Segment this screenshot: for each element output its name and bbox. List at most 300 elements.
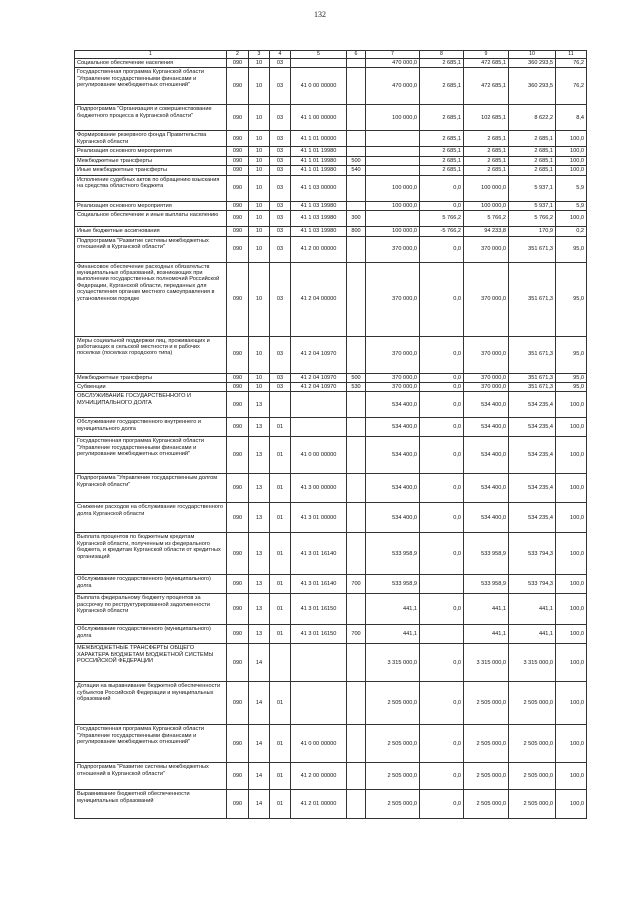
table-row [75, 68, 587, 105]
cell-percent: 100,0 [556, 147, 587, 156]
cell-plan [366, 156, 420, 165]
cell-csr: 41 3 01 16150 [291, 594, 347, 625]
cell-change: 2 685,1 [420, 105, 464, 131]
cell-vr [347, 594, 366, 625]
cell-rz: 10 [249, 227, 270, 236]
cell-rz: 14 [249, 725, 270, 763]
cell-change: 2 685,1 [420, 156, 464, 165]
cell-rz: 13 [249, 533, 270, 575]
cell-vr [347, 68, 366, 105]
table-row [75, 105, 587, 131]
cell-gr: 090 [227, 625, 249, 644]
cell-percent: 76,2 [556, 68, 587, 105]
column-number: 10 [509, 51, 556, 59]
cell-rz: 10 [249, 147, 270, 156]
cell-executed: 2 685,1 [509, 166, 556, 175]
cell-executed: 534 235,4 [509, 503, 556, 533]
cell-name: Подпрограмма "Организация и совершенствование бюджетного процесса в Курганской области" [75, 105, 227, 131]
cell-executed: 360 293,5 [509, 68, 556, 105]
cell-executed: 2 505 000,0 [509, 725, 556, 763]
cell-csr: 41 1 03 19980 [291, 227, 347, 236]
cell-percent: 100,0 [556, 790, 587, 819]
cell-name: Государственная программа Курганской области "Управление государственными финансами и регулирование межбюджетных отношений" [75, 68, 227, 105]
cell-csr: 41 1 03 00000 [291, 175, 347, 201]
cell-executed: 2 685,1 [509, 156, 556, 165]
cell-percent: 100,0 [556, 503, 587, 533]
cell-rz: 10 [249, 166, 270, 175]
cell-change: 0,0 [420, 503, 464, 533]
cell-name: Иные бюджетные ассигнования [75, 227, 227, 236]
table-row [75, 418, 587, 437]
table-row [75, 474, 587, 503]
cell-plan: 3 315 000,0 [366, 644, 420, 682]
cell-gr: 090 [227, 166, 249, 175]
cell-vr [347, 236, 366, 262]
table-row [75, 725, 587, 763]
cell-csr [291, 59, 347, 68]
cell-executed: 360 293,5 [509, 59, 556, 68]
cell-pr: 01 [270, 682, 291, 725]
cell-refined: 534 400,0 [464, 437, 509, 474]
cell-refined: 472 685,1 [464, 68, 509, 105]
cell-gr: 090 [227, 156, 249, 165]
cell-executed: 441,1 [509, 625, 556, 644]
cell-gr: 090 [227, 105, 249, 131]
cell-rz: 10 [249, 131, 270, 147]
cell-change: 0,0 [420, 418, 464, 437]
cell-gr: 090 [227, 392, 249, 418]
cell-csr: 41 1 01 00000 [291, 131, 347, 147]
cell-executed: 2 505 000,0 [509, 682, 556, 725]
cell-csr: 41 0 00 00000 [291, 725, 347, 763]
cell-percent: 100,0 [556, 644, 587, 682]
cell-change: 2 685,1 [420, 131, 464, 147]
cell-gr: 090 [227, 201, 249, 210]
column-number: 8 [420, 51, 464, 59]
table-row [75, 131, 587, 147]
cell-plan: 370 000,0 [366, 236, 420, 262]
cell-plan: 2 505 000,0 [366, 763, 420, 790]
table-row [75, 594, 587, 625]
cell-refined: 441,1 [464, 625, 509, 644]
cell-pr: 03 [270, 262, 291, 336]
cell-name: Социальное обеспечение населения [75, 59, 227, 68]
cell-refined: 533 958,9 [464, 533, 509, 575]
cell-change: 0,0 [420, 474, 464, 503]
cell-change: 0,0 [420, 336, 464, 373]
cell-gr: 090 [227, 236, 249, 262]
cell-executed: 351 671,3 [509, 336, 556, 373]
cell-name: Финансовое обеспечение расходных обязательств муниципальных образований, возникающих при выполнении государственных полномочий Российской Федерации, Курганской области, переданных для осуществления органам местного самоуправления в установленном порядке [75, 262, 227, 336]
cell-vr [347, 682, 366, 725]
cell-vr [347, 418, 366, 437]
column-number: 1 [75, 51, 227, 59]
cell-name: Социальное обеспечение и иные выплаты населению [75, 211, 227, 227]
cell-refined: 2 685,1 [464, 166, 509, 175]
table-row [75, 236, 587, 262]
cell-plan: 534 400,0 [366, 474, 420, 503]
cell-plan: 100 000,0 [366, 105, 420, 131]
cell-percent: 100,0 [556, 682, 587, 725]
cell-refined: 2 685,1 [464, 147, 509, 156]
column-number: 9 [464, 51, 509, 59]
cell-pr: 01 [270, 625, 291, 644]
cell-refined: 472 685,1 [464, 59, 509, 68]
cell-rz: 10 [249, 382, 270, 391]
cell-plan: 2 505 000,0 [366, 790, 420, 819]
table-row [75, 201, 587, 210]
cell-name: Меры социальной поддержки лиц, проживающих и работающих в сельской местности и в рабочих поселках (поселках городского типа) [75, 336, 227, 373]
cell-csr: 41 2 04 10970 [291, 336, 347, 373]
cell-percent: 100,0 [556, 533, 587, 575]
column-number: 4 [270, 51, 291, 59]
table-row [75, 503, 587, 533]
cell-change: -5 766,2 [420, 227, 464, 236]
cell-pr: 03 [270, 336, 291, 373]
cell-rz: 10 [249, 175, 270, 201]
cell-vr [347, 790, 366, 819]
cell-gr: 090 [227, 503, 249, 533]
cell-name: Обслуживание государственного (муниципального) долга [75, 625, 227, 644]
cell-pr: 03 [270, 227, 291, 236]
cell-csr: 41 2 00 00000 [291, 236, 347, 262]
cell-vr: 700 [347, 625, 366, 644]
cell-name: Межбюджетные трансферты [75, 156, 227, 165]
cell-name: Выравнивание бюджетной обеспеченности муниципальных образований [75, 790, 227, 819]
table-row [75, 227, 587, 236]
cell-vr [347, 147, 366, 156]
cell-plan: 533 958,9 [366, 533, 420, 575]
budget-table-body [75, 51, 587, 819]
cell-csr: 41 2 00 00000 [291, 763, 347, 790]
cell-vr [347, 644, 366, 682]
table-row [75, 175, 587, 201]
cell-executed: 534 235,4 [509, 474, 556, 503]
cell-executed: 2 505 000,0 [509, 763, 556, 790]
cell-executed: 8 622,2 [509, 105, 556, 131]
cell-rz: 10 [249, 156, 270, 165]
table-row [75, 392, 587, 418]
cell-change: 0,0 [420, 373, 464, 382]
cell-plan: 441,1 [366, 625, 420, 644]
cell-vr [347, 474, 366, 503]
cell-vr: 700 [347, 575, 366, 594]
cell-pr: 01 [270, 594, 291, 625]
cell-change: 0,0 [420, 644, 464, 682]
cell-pr: 01 [270, 503, 291, 533]
cell-executed: 351 671,3 [509, 382, 556, 391]
cell-plan: 534 400,0 [366, 503, 420, 533]
cell-change: 0,0 [420, 382, 464, 391]
cell-pr: 03 [270, 382, 291, 391]
table-row [75, 644, 587, 682]
cell-change: 0,0 [420, 201, 464, 210]
cell-executed: 351 671,3 [509, 373, 556, 382]
cell-percent: 5,9 [556, 175, 587, 201]
cell-executed: 2 685,1 [509, 147, 556, 156]
cell-plan: 2 505 000,0 [366, 682, 420, 725]
cell-plan: 470 000,0 [366, 59, 420, 68]
cell-pr: 03 [270, 175, 291, 201]
cell-rz: 13 [249, 594, 270, 625]
cell-refined: 534 400,0 [464, 418, 509, 437]
cell-csr [291, 418, 347, 437]
cell-name: Реализация основного мероприятия [75, 201, 227, 210]
cell-executed: 441,1 [509, 594, 556, 625]
cell-gr: 090 [227, 175, 249, 201]
cell-percent: 100,0 [556, 725, 587, 763]
cell-change: 0,0 [420, 392, 464, 418]
cell-vr [347, 201, 366, 210]
cell-csr: 41 3 00 00000 [291, 474, 347, 503]
cell-csr: 41 3 01 16140 [291, 533, 347, 575]
cell-plan [366, 211, 420, 227]
cell-plan: 370 000,0 [366, 336, 420, 373]
cell-rz: 13 [249, 418, 270, 437]
cell-executed: 533 794,3 [509, 533, 556, 575]
cell-csr: 41 1 03 19980 [291, 201, 347, 210]
cell-rz: 13 [249, 392, 270, 418]
cell-csr: 41 1 01 19980 [291, 156, 347, 165]
cell-gr: 090 [227, 763, 249, 790]
cell-refined: 533 958,9 [464, 575, 509, 594]
cell-name: Снижение расходов на обслуживание государственного долга Курганской области [75, 503, 227, 533]
cell-gr: 090 [227, 68, 249, 105]
cell-plan: 441,1 [366, 594, 420, 625]
cell-gr: 090 [227, 725, 249, 763]
cell-executed: 533 794,3 [509, 575, 556, 594]
cell-plan: 100 000,0 [366, 175, 420, 201]
cell-rz: 10 [249, 68, 270, 105]
cell-percent: 95,0 [556, 236, 587, 262]
cell-executed: 351 671,3 [509, 262, 556, 336]
cell-name: Формирование резервного фонда Правительства Курганской области [75, 131, 227, 147]
cell-percent: 0,2 [556, 227, 587, 236]
cell-vr [347, 105, 366, 131]
cell-gr: 090 [227, 262, 249, 336]
cell-refined: 2 685,1 [464, 156, 509, 165]
cell-change: 0,0 [420, 262, 464, 336]
cell-pr: 03 [270, 236, 291, 262]
cell-vr [347, 336, 366, 373]
cell-change: 2 685,1 [420, 166, 464, 175]
cell-refined: 534 400,0 [464, 503, 509, 533]
cell-vr [347, 392, 366, 418]
cell-rz: 10 [249, 236, 270, 262]
cell-percent: 95,0 [556, 373, 587, 382]
cell-change: 0,0 [420, 437, 464, 474]
cell-name: Выплата процентов по бюджетным кредитам Курганской области, полученным из федерального бюджета, и кредитам Курганской области от кредитных организаций [75, 533, 227, 575]
cell-rz: 10 [249, 105, 270, 131]
cell-name: Субвенции [75, 382, 227, 391]
cell-percent: 8,4 [556, 105, 587, 131]
cell-refined: 370 000,0 [464, 336, 509, 373]
table-row [75, 382, 587, 391]
table-row [75, 156, 587, 165]
cell-gr: 090 [227, 533, 249, 575]
cell-csr: 41 3 01 16150 [291, 625, 347, 644]
cell-refined: 3 315 000,0 [464, 644, 509, 682]
cell-gr: 090 [227, 211, 249, 227]
cell-executed: 2 505 000,0 [509, 790, 556, 819]
cell-plan: 100 000,0 [366, 227, 420, 236]
cell-csr: 41 2 04 10970 [291, 382, 347, 391]
cell-pr: 03 [270, 201, 291, 210]
cell-name: МЕЖБЮДЖЕТНЫЕ ТРАНСФЕРТЫ ОБЩЕГО ХАРАКТЕРА БЮДЖЕТАМ БЮДЖЕТНОЙ СИСТЕМЫ РОССИЙСКОЙ ФЕДЕРАЦИИ [75, 644, 227, 682]
cell-gr: 090 [227, 147, 249, 156]
cell-change: 5 766,2 [420, 211, 464, 227]
cell-percent: 100,0 [556, 418, 587, 437]
column-number: 6 [347, 51, 366, 59]
table-row [75, 336, 587, 373]
cell-change: 0,0 [420, 533, 464, 575]
cell-executed: 534 235,4 [509, 418, 556, 437]
cell-rz: 13 [249, 437, 270, 474]
column-number: 11 [556, 51, 587, 59]
table-row [75, 147, 587, 156]
cell-executed: 2 685,1 [509, 131, 556, 147]
cell-csr [291, 682, 347, 725]
cell-csr [291, 644, 347, 682]
cell-name: Исполнение судебных актов по обращению взыскания на средства областного бюджета [75, 175, 227, 201]
cell-vr [347, 437, 366, 474]
cell-refined: 370 000,0 [464, 262, 509, 336]
cell-rz: 13 [249, 575, 270, 594]
table-row [75, 575, 587, 594]
cell-plan: 534 400,0 [366, 392, 420, 418]
cell-pr: 01 [270, 533, 291, 575]
cell-plan [366, 166, 420, 175]
cell-percent: 100,0 [556, 156, 587, 165]
cell-gr: 090 [227, 575, 249, 594]
cell-plan: 534 400,0 [366, 418, 420, 437]
cell-name: ОБСЛУЖИВАНИЕ ГОСУДАРСТВЕННОГО И МУНИЦИПАЛЬНОГО ДОЛГА [75, 392, 227, 418]
column-number: 3 [249, 51, 270, 59]
cell-csr: 41 2 04 00000 [291, 262, 347, 336]
cell-csr: 41 2 01 00000 [291, 790, 347, 819]
cell-plan: 370 000,0 [366, 382, 420, 391]
cell-executed: 5 937,1 [509, 175, 556, 201]
cell-refined: 2 505 000,0 [464, 682, 509, 725]
cell-percent: 5,9 [556, 201, 587, 210]
cell-plan: 2 505 000,0 [366, 725, 420, 763]
cell-vr: 540 [347, 166, 366, 175]
cell-refined: 2 505 000,0 [464, 763, 509, 790]
cell-refined: 5 766,2 [464, 211, 509, 227]
cell-percent: 100,0 [556, 392, 587, 418]
cell-executed: 170,9 [509, 227, 556, 236]
cell-name: Обслуживание государственного (муниципального) долга [75, 575, 227, 594]
cell-change: 0,0 [420, 175, 464, 201]
cell-executed: 534 235,4 [509, 437, 556, 474]
cell-csr: 41 0 00 00000 [291, 68, 347, 105]
cell-vr: 300 [347, 211, 366, 227]
cell-change: 0,0 [420, 682, 464, 725]
cell-vr: 500 [347, 373, 366, 382]
cell-gr: 090 [227, 418, 249, 437]
cell-name: Государственная программа Курганской области "Управление государственными финансами и регулирование межбюджетных отношений" [75, 437, 227, 474]
cell-pr: 03 [270, 105, 291, 131]
cell-csr: 41 1 01 19980 [291, 166, 347, 175]
cell-vr: 500 [347, 156, 366, 165]
cell-pr: 01 [270, 437, 291, 474]
cell-name: Подпрограмма "Развитие системы межбюджетных отношений в Курганской области" [75, 236, 227, 262]
cell-csr: 41 2 04 10970 [291, 373, 347, 382]
cell-gr: 090 [227, 131, 249, 147]
cell-executed: 534 235,4 [509, 392, 556, 418]
cell-name: Иные межбюджетные трансферты [75, 166, 227, 175]
cell-refined: 534 400,0 [464, 392, 509, 418]
cell-gr: 090 [227, 227, 249, 236]
cell-pr: 01 [270, 763, 291, 790]
cell-csr [291, 392, 347, 418]
cell-rz: 10 [249, 262, 270, 336]
cell-change: 2 685,1 [420, 147, 464, 156]
table-row [75, 437, 587, 474]
cell-change: 0,0 [420, 594, 464, 625]
cell-refined: 2 505 000,0 [464, 790, 509, 819]
table-row [75, 373, 587, 382]
cell-name: Межбюджетные трансферты [75, 373, 227, 382]
cell-rz: 14 [249, 790, 270, 819]
cell-percent: 100,0 [556, 594, 587, 625]
cell-name: Выплата федеральному бюджету процентов за рассрочку по реструктурированной задолженности Курганской области [75, 594, 227, 625]
table-row [75, 625, 587, 644]
page-number: 132 [314, 10, 326, 19]
cell-rz: 10 [249, 373, 270, 382]
cell-csr: 41 1 01 19980 [291, 147, 347, 156]
cell-gr: 090 [227, 382, 249, 391]
cell-rz: 14 [249, 763, 270, 790]
cell-csr: 41 1 00 00000 [291, 105, 347, 131]
cell-pr: 03 [270, 131, 291, 147]
cell-change: 0,0 [420, 236, 464, 262]
cell-percent: 95,0 [556, 382, 587, 391]
cell-gr: 090 [227, 682, 249, 725]
column-number-row [75, 51, 587, 59]
cell-gr: 090 [227, 790, 249, 819]
cell-name: Дотации на выравнивание бюджетной обеспеченности субъектов Российской Федерации и муниципальных образований [75, 682, 227, 725]
column-number: 2 [227, 51, 249, 59]
cell-gr: 090 [227, 373, 249, 382]
cell-pr: 01 [270, 474, 291, 503]
cell-plan: 534 400,0 [366, 437, 420, 474]
cell-plan: 533 958,9 [366, 575, 420, 594]
cell-pr [270, 644, 291, 682]
cell-csr: 41 3 01 16140 [291, 575, 347, 594]
cell-plan [366, 131, 420, 147]
cell-executed: 5 766,2 [509, 211, 556, 227]
cell-refined: 2 505 000,0 [464, 725, 509, 763]
cell-refined: 370 000,0 [464, 373, 509, 382]
cell-executed: 351 671,3 [509, 236, 556, 262]
cell-percent: 95,0 [556, 262, 587, 336]
cell-gr: 090 [227, 437, 249, 474]
cell-pr: 03 [270, 156, 291, 165]
cell-gr: 090 [227, 644, 249, 682]
cell-rz: 14 [249, 682, 270, 725]
cell-refined: 441,1 [464, 594, 509, 625]
cell-percent: 100,0 [556, 575, 587, 594]
cell-change: 0,0 [420, 790, 464, 819]
table-row [75, 790, 587, 819]
cell-rz: 13 [249, 625, 270, 644]
cell-csr: 41 1 03 19980 [291, 211, 347, 227]
cell-plan [366, 147, 420, 156]
cell-percent: 100,0 [556, 131, 587, 147]
cell-percent: 100,0 [556, 211, 587, 227]
column-number: 7 [366, 51, 420, 59]
